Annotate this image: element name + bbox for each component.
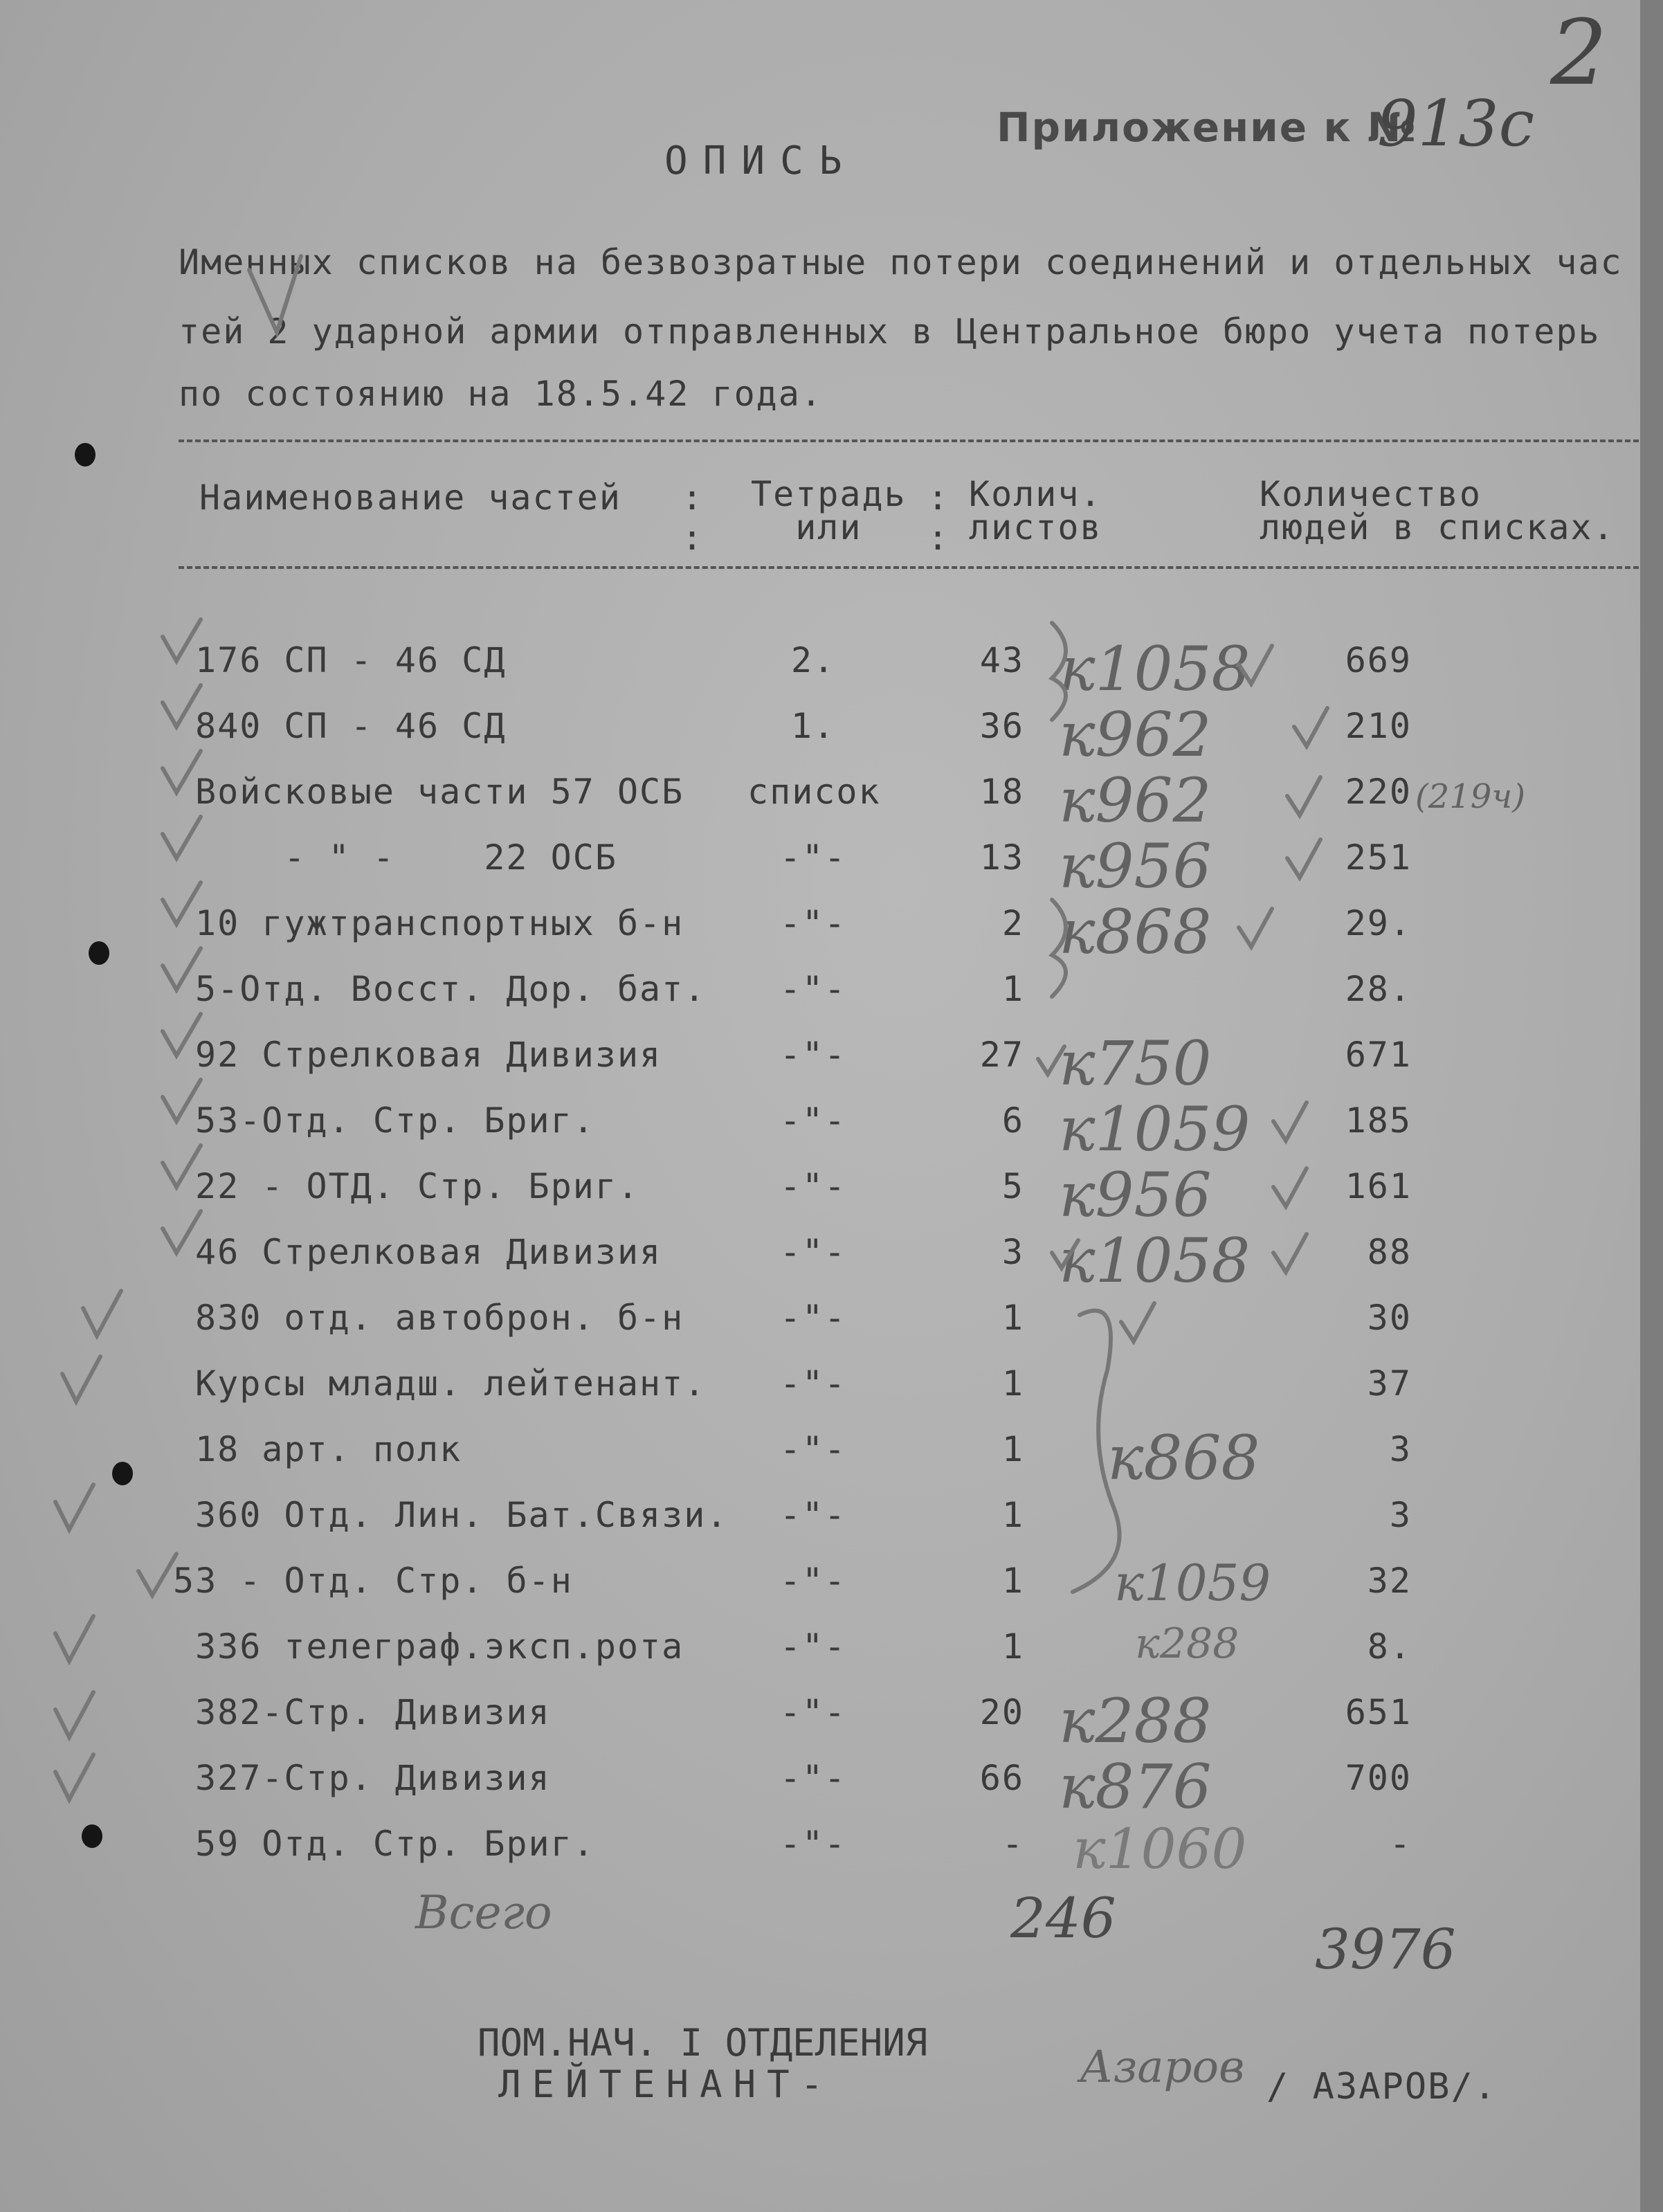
notebook-cell: -"- (779, 1429, 847, 1469)
notebook-cell: -"- (779, 837, 847, 878)
sheets-cell: 66 (979, 1758, 1024, 1798)
table-rule-header (179, 566, 1639, 569)
notebook-cell: -"- (779, 1692, 847, 1732)
handwritten-ref: к288 (1059, 1685, 1212, 1757)
table-row (0, 1298, 1640, 1363)
unit-name: 336 телеграф.эксп.рота (195, 1626, 684, 1667)
people-cell: 210 (1345, 706, 1412, 746)
sheets-cell: 6 (1001, 1100, 1024, 1141)
sheets-cell: 3 (1001, 1232, 1024, 1272)
scan-edge (1640, 0, 1663, 2212)
handwritten-ref: к1059 (1059, 1094, 1251, 1165)
table-row (0, 1751, 1640, 1823)
handwritten-ref: к750 (1059, 1028, 1212, 1099)
sheets-cell: 27 (979, 1035, 1024, 1075)
unit-name: 382-Стр. Дивизия (195, 1692, 551, 1732)
people-cell: 29. (1345, 903, 1412, 943)
notebook-cell: -"- (779, 1495, 847, 1535)
unit-name: 327-Стр. Дивизия (195, 1758, 551, 1798)
unit-name: 22 - ОТД. Стр. Бриг. (195, 1166, 640, 1206)
totals-label: Всего (415, 1886, 552, 1939)
unit-name: 59 Отд. Стр. Бриг. (195, 1824, 595, 1864)
appendix-label: Приложение к № (997, 104, 1417, 151)
people-cell: 8. (1367, 1626, 1412, 1667)
sheets-cell: 1 (1001, 1626, 1024, 1667)
table-rule-top (179, 439, 1639, 442)
column-header-name: Наименование частей (199, 478, 621, 518)
notebook-cell: -"- (779, 1166, 847, 1206)
people-cell: 185 (1345, 1100, 1412, 1141)
people-cell: 651 (1345, 1692, 1412, 1732)
people-cell: 88 (1367, 1232, 1412, 1272)
table-row (0, 699, 1640, 771)
notebook-cell: -"- (779, 1561, 847, 1601)
notebook-cell: -"- (779, 903, 847, 943)
people-cell: 669 (1345, 640, 1412, 680)
people-cell: 3 (1389, 1495, 1412, 1535)
people-cell: 3 (1389, 1429, 1412, 1469)
handwritten-ref: к956 (1059, 1159, 1212, 1231)
column-header-people: Количество людей в списках. (1260, 474, 1615, 547)
signatory-name: / АЗАРОВ/. (1266, 2066, 1498, 2107)
margin-note: (219ч) (1415, 777, 1525, 816)
people-cell: 251 (1345, 837, 1412, 878)
handwritten-ref: к956 (1059, 831, 1212, 902)
unit-name: 10 гужтранспортных б-н (195, 903, 684, 943)
table-row (0, 1225, 1640, 1297)
unit-name: 46 Стрелковая Дивизия (195, 1232, 662, 1272)
sheets-cell: 2 (1001, 903, 1024, 943)
sheets-cell: 1 (1001, 969, 1024, 1009)
handwritten-ref: к962 (1059, 765, 1212, 836)
appendix-number: 913с (1377, 87, 1535, 161)
table-row (0, 1495, 1640, 1560)
sheets-cell: 1 (1001, 1495, 1024, 1535)
description-line-3: по состоянию на 18.5.42 года. (179, 374, 823, 414)
totals-sheets: 246 (1010, 1886, 1116, 1950)
people-cell: 37 (1367, 1363, 1412, 1404)
handwritten-ref: к1058 (1059, 1225, 1251, 1296)
sheets-cell: 1 (1001, 1561, 1024, 1601)
column-separator: : : (927, 478, 950, 558)
column-header-sheets: Колич. листов (969, 474, 1102, 547)
notebook-cell: -"- (779, 1100, 847, 1141)
notebook-cell: -"- (779, 969, 847, 1009)
sheets-cell: - (1001, 1824, 1024, 1864)
description-line-2: тей 2 ударной армии отправленных в Центральное бюро учета потерь (179, 311, 1601, 352)
sheets-cell: 18 (979, 772, 1024, 812)
people-cell: 220 (1345, 772, 1412, 812)
unit-name: Войсковые части 57 ОСБ (195, 772, 684, 812)
punch-hole (75, 443, 96, 466)
table-row (0, 1159, 1640, 1231)
sheets-cell: 5 (1001, 1166, 1024, 1206)
corner-number: 2 (1550, 0, 1608, 105)
unit-name: 830 отд. автоброн. б-н (195, 1298, 684, 1338)
unit-name: 53-Отд. Стр. Бриг. (195, 1100, 595, 1141)
table-row (0, 1422, 1640, 1494)
signatory-position-line-2: ЛЕЙТЕНАНТ- (498, 2063, 835, 2106)
sheets-cell: 43 (979, 640, 1024, 680)
totals-people: 3976 (1315, 1917, 1456, 1982)
handwritten-ref: к288 (1135, 1620, 1239, 1668)
table-row (0, 1028, 1640, 1100)
table-row (0, 1620, 1640, 1692)
sheets-cell: 13 (979, 837, 1024, 878)
notebook-cell: -"- (779, 1035, 847, 1075)
unit-name: Курсы младш. лейтенант. (195, 1363, 707, 1404)
description-line-1: Именных списков на безвозратные потери соединений и отдельных час (179, 242, 1623, 282)
table-row (0, 1554, 1640, 1626)
notebook-cell: -"- (779, 1298, 847, 1338)
table-row (0, 896, 1640, 968)
notebook-cell: -"- (779, 1626, 847, 1667)
handwritten-signature: Азаров (1080, 2042, 1245, 2093)
page-title: ОПИСЬ (664, 138, 857, 183)
people-cell: 28. (1345, 969, 1412, 1009)
people-cell: 700 (1345, 1758, 1412, 1798)
table-row (0, 633, 1640, 705)
table-row (0, 765, 1640, 837)
unit-name: 92 Стрелковая Дивизия (195, 1035, 662, 1075)
notebook-cell: -"- (779, 1824, 847, 1864)
people-cell: 161 (1345, 1166, 1412, 1206)
unit-name: 53 - Отд. Стр. б-н (173, 1561, 573, 1601)
unit-name: 360 Отд. Лин. Бат.Связи. (195, 1495, 729, 1535)
notebook-cell: 2. (790, 640, 836, 680)
column-header-notebook: Тетрадь или (751, 474, 907, 547)
table-row (0, 969, 1640, 1034)
unit-name: 840 СП - 46 СД (195, 706, 507, 746)
sheets-cell: 1 (1001, 1298, 1024, 1338)
sheets-cell: 1 (1001, 1429, 1024, 1469)
table-row (0, 1094, 1640, 1166)
table-row (0, 831, 1640, 903)
unit-name: - " - 22 ОСБ (195, 837, 617, 878)
handwritten-ref: к1058 (1059, 633, 1251, 705)
sheets-cell: 20 (979, 1692, 1024, 1732)
handwritten-ref: к868 (1059, 896, 1212, 968)
notebook-cell: 1. (790, 706, 836, 746)
table-row (0, 1685, 1640, 1757)
people-cell: 32 (1367, 1561, 1412, 1601)
unit-name: 5-Отд. Восст. Дор. бат. (195, 969, 707, 1009)
signatory-position-line-1: ПОМ.НАЧ. I ОТДЕЛЕНИЯ (478, 2021, 928, 2065)
handwritten-ref: к868 (1107, 1422, 1260, 1494)
sheets-cell: 36 (979, 706, 1024, 746)
unit-name: 176 СП - 46 СД (195, 640, 507, 680)
notebook-cell: -"- (779, 1363, 847, 1404)
unit-name: 18 арт. полк (195, 1429, 462, 1469)
handwritten-ref: к962 (1059, 699, 1212, 770)
table-row (0, 1817, 1640, 1889)
people-cell: 30 (1367, 1298, 1412, 1338)
notebook-cell: список (747, 772, 881, 812)
notebook-cell: -"- (779, 1758, 847, 1798)
sheets-cell: 1 (1001, 1363, 1024, 1404)
handwritten-ref: к1059 (1114, 1554, 1271, 1612)
column-separator: : : (682, 478, 705, 558)
table-row (0, 1363, 1640, 1429)
notebook-cell: -"- (779, 1232, 847, 1272)
people-cell: 671 (1345, 1035, 1412, 1075)
people-cell: - (1389, 1824, 1412, 1864)
handwritten-ref: к876 (1059, 1751, 1212, 1822)
handwritten-ref: к1060 (1073, 1817, 1247, 1881)
